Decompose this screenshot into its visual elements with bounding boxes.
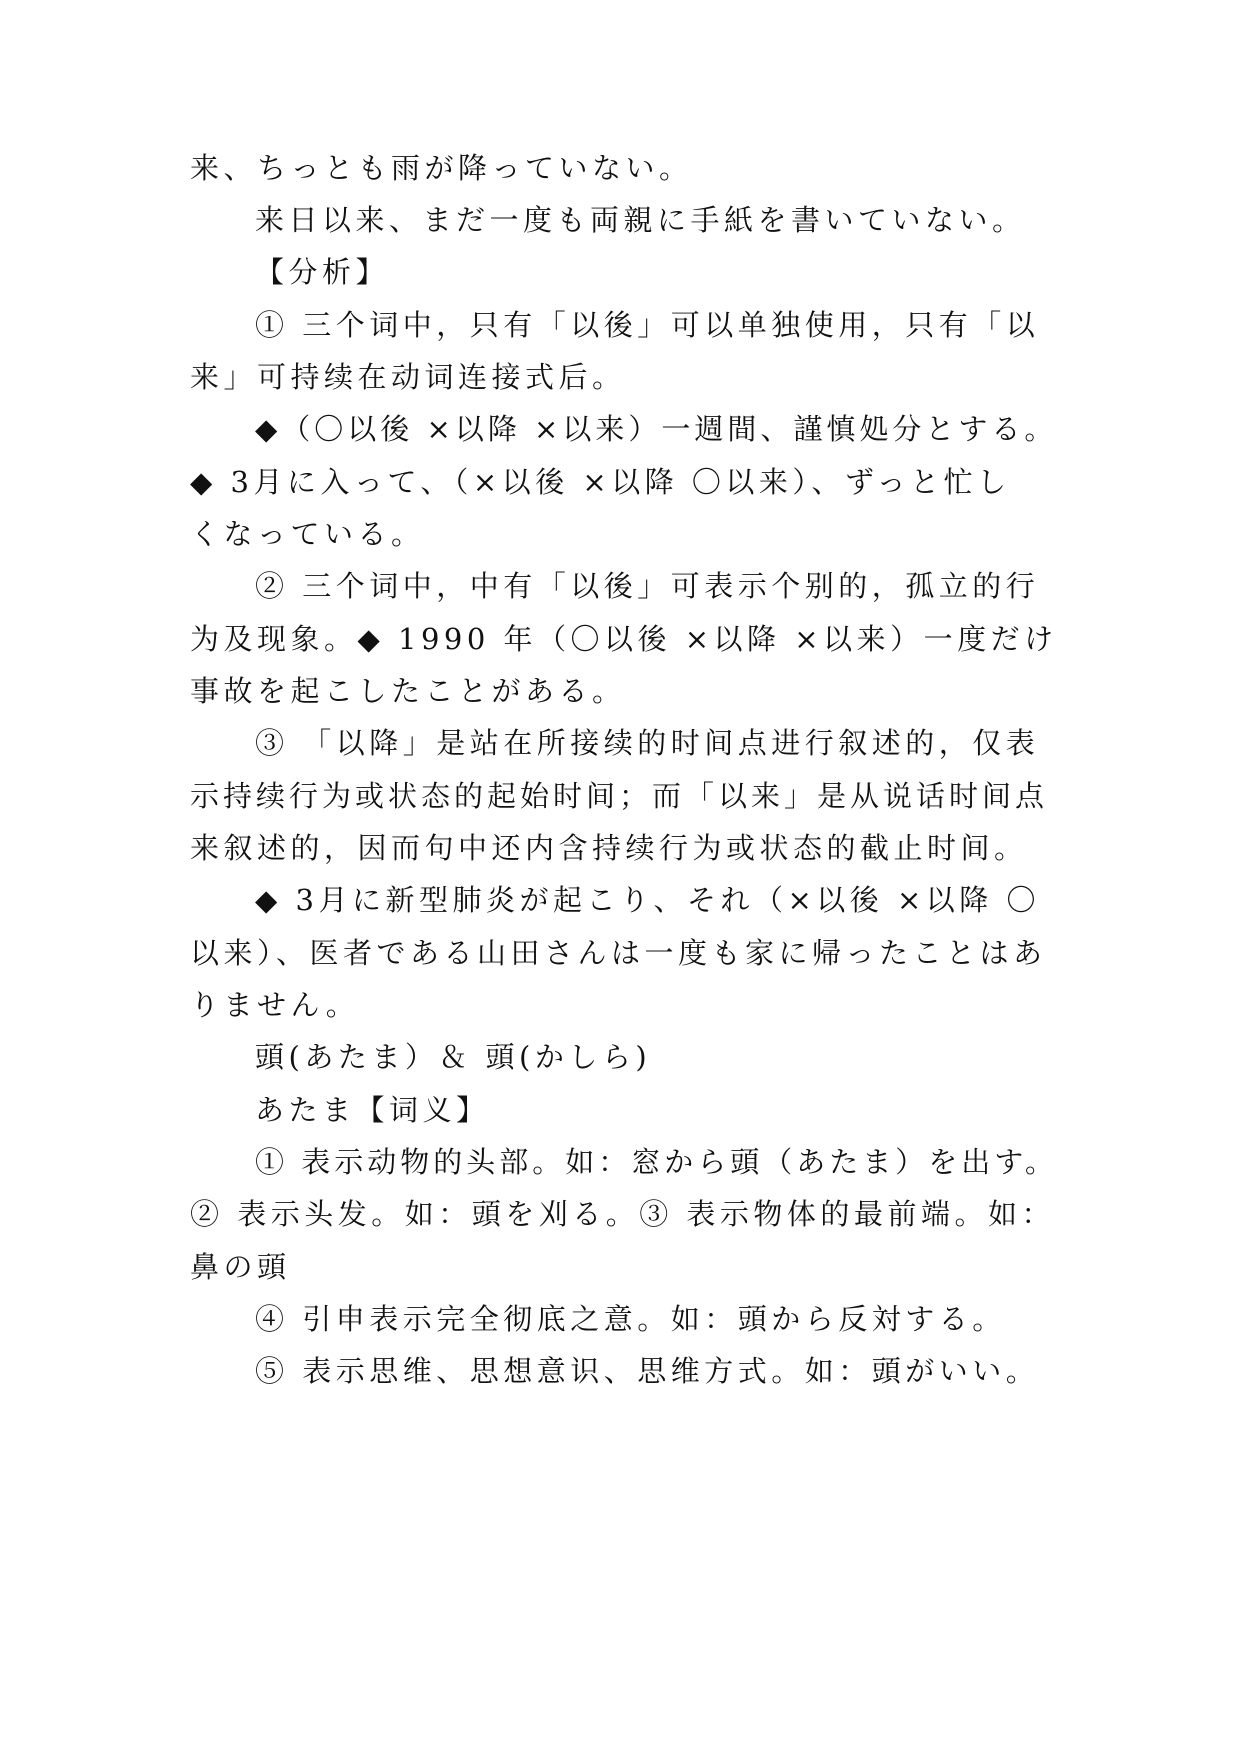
text-line: 以来）、医者である山田さんは一度も家に帰ったことはあ (190, 936, 1047, 970)
section-heading: 頭(あたま）＆ 頭(かしら) (255, 1040, 652, 1074)
text-line: くなっている。 (190, 517, 425, 551)
text-line: りません。 (190, 988, 360, 1022)
text-line: ① 表示动物的头部。如：窓から頭（あたま）を出す。 (255, 1145, 1058, 1179)
example-line: ◆ 3月に新型肺炎が起こり、それ（×以後 ×以降 〇 (255, 883, 1041, 917)
text-line: ③ 「以降」是站在所接续的时间点进行叙述的，仅表 (255, 726, 1040, 760)
text-line: 事故を起こしたことがある。 (190, 674, 626, 708)
text-line: 为及现象。◆ 1990 年（〇以後 ×以降 ×以来）一度だけ (190, 622, 1058, 656)
example-line: ◆ 3月に入って、（×以後 ×以降 〇以来）、ずっと忙し (190, 465, 1011, 499)
text-line: 鼻の頭 (190, 1250, 291, 1284)
example-line: ◆（〇以後 ×以降 ×以来）一週間、謹慎処分とする。 (255, 412, 1058, 446)
text-line: ⑤ 表示思维、思想意识、思维方式。如：頭がいい。 (255, 1354, 1040, 1388)
text-line: ① 三个词中，只有「以後」可以单独使用，只有「以 (255, 308, 1040, 342)
text-line: ② 表示头发。如：頭を刈る。③ 表示物体的最前端。如： (190, 1197, 1055, 1231)
text-line: 来」可持续在动词连接式后。 (190, 360, 626, 394)
section-heading: 【分析】 (255, 255, 390, 289)
text-line: 来、ちっとも雨が降っていない。 (190, 151, 693, 185)
text-line: ④ 引申表示完全彻底之意。如：頭から反対する。 (255, 1302, 1006, 1336)
text-line: 来叙述的，因而句中还内含持续行为或状态的截止时间。 (190, 831, 1028, 865)
text-line: 示持续行为或状态的起始时间；而「以来」是从说话时间点 (190, 779, 1049, 813)
section-heading: あたま【词义】 (255, 1093, 490, 1127)
text-line: 来日以来、まだ一度も両親に手紙を書いていない。 (255, 203, 1026, 237)
text-line: ② 三个词中，中有「以後」可表示个别的，孤立的行 (255, 569, 1040, 603)
